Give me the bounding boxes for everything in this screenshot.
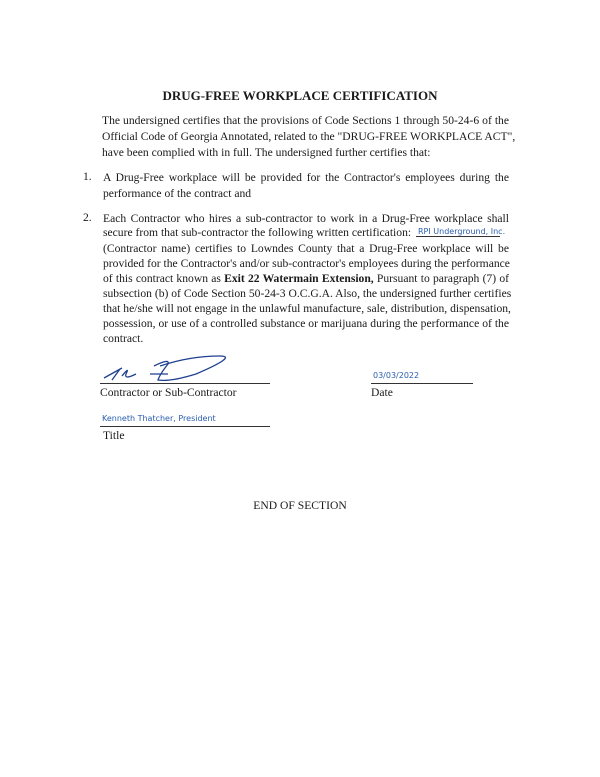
item1-line: A Drug-Free workplace will be provided for the Contractor's employees during the	[103, 171, 509, 184]
signature-image	[100, 352, 240, 384]
intro-line: The undersigned certifies that the provisions of Code Sections 1 through 50-24-6 of the	[102, 114, 509, 127]
item1-line: performance of the contract and	[103, 187, 252, 200]
item-number: 2.	[83, 211, 92, 224]
item2-line: contract.	[103, 332, 144, 345]
date-label: Date	[371, 386, 393, 399]
item2-line: that he/she will not engage in the unlawful manufacture, sale, distribution, dispensation,	[103, 302, 511, 315]
signature-line	[100, 383, 270, 384]
contractor-name-field: RPI Underground, Inc.	[418, 227, 506, 236]
text: of this contract known as	[103, 272, 225, 285]
page-title: DRUG-FREE WORKPLACE CERTIFICATION	[162, 88, 438, 103]
item-number: 1.	[83, 170, 92, 183]
title-value: Kenneth Thatcher, President	[102, 414, 216, 423]
item2-line: (Contractor name) certifies to Lowndes County that a Drug-Free workplace will be	[103, 242, 509, 255]
intro-line: Official Code of Georgia Annotated, related to the "DRUG-FREE WORKPLACE ACT",	[102, 130, 516, 143]
text: Pursuant to paragraph (7) of	[373, 272, 509, 285]
date-line	[371, 383, 473, 384]
item2-line: secure from that sub-contractor the following written certification:	[103, 226, 412, 239]
title-label: Title	[103, 429, 125, 442]
intro-line: have been complied with in full. The undersigned further certifies that:	[102, 146, 431, 159]
end-of-section: END OF SECTION	[253, 499, 347, 512]
item2-line: subsection (b) of Code Section 50-24-3 O.C.G.A. Also, the undersigned further certifies	[103, 287, 512, 300]
signature-label: Contractor or Sub-Contractor	[100, 386, 237, 399]
project-name: Exit 22 Watermain Extension,	[224, 272, 374, 285]
item2-line: provided for the Contractor's and/or sub-contractor's employees during the performance	[103, 257, 510, 270]
item2-line: possession, or use of a controlled substance or marijuana during the performance of the	[103, 317, 509, 330]
title-line	[100, 426, 270, 427]
item2-line: Each Contractor who hires a sub-contractor to work in a Drug-Free workplace shall	[103, 212, 509, 225]
date-value: 03/03/2022	[373, 371, 420, 380]
item2-line	[103, 271, 509, 286]
